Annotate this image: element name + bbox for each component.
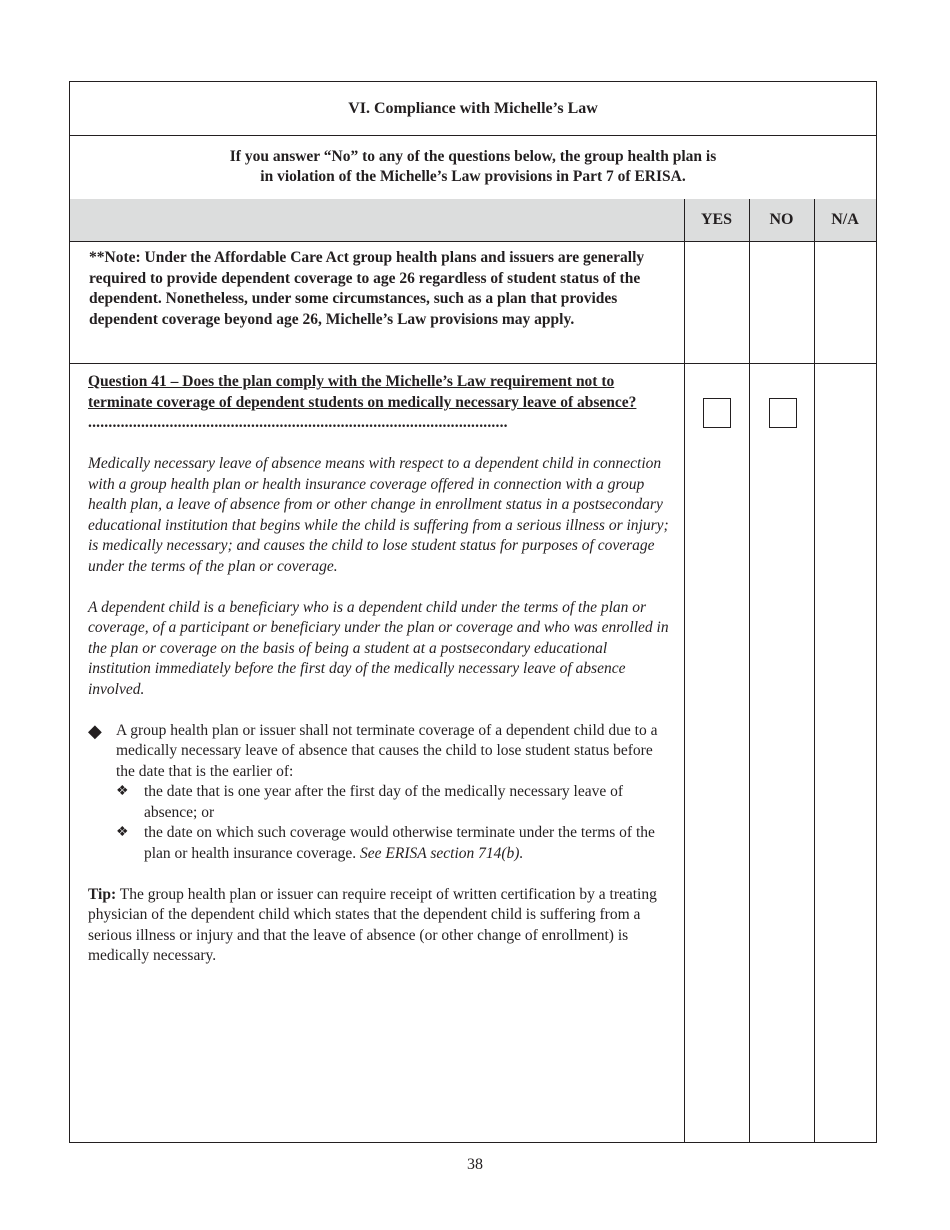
question-41-title: Question 41 – Does the plan comply with the Michelle’s Law requirement not to terminate coverage of dependent students on medically necessary leave of absence? — [88, 373, 637, 411]
question-41-heading — [88, 372, 673, 434]
page-number: 38 — [467, 1156, 483, 1173]
sub-bullet-text: the date that is one year after the first day of the medically necessary leave of absence; or — [144, 783, 623, 821]
tip-label: Tip: — [88, 885, 117, 903]
definition-leave-of-absence: Medically necessary leave of absence means with respect to a dependent child in connection with a group health plan or health insurance coverage offered in connection with a group health plan, a leave of absence from or other change in enrollment status in a postsecondary educational institution that begins while the child is suffering from a serious illness or injury; is medically necessary; and causes the child to lose student status for purposes of coverage under the terms of the plan or coverage. — [88, 455, 669, 575]
leader-dots: ....................................................................................................... — [88, 414, 508, 431]
erisa-reference: See ERISA section 714(b). — [360, 844, 524, 862]
note-text: **Note: Under the Affordable Care Act group health plans and issuers are generally required to provide dependent coverage to age 26 regardless of student status of the dependent. Nonetheless, under some circumstances, such as a plan that provides dependent coverage beyond age 26, Michelle’s Law provisions may apply. — [89, 249, 645, 328]
tip-paragraph — [88, 885, 673, 967]
tip-text: The group health plan or issuer can require receipt of written certification by a treating physician of the dependent child which states that the dependent child is suffering from a serious illness or injury and that the leave of absence (or other change of enrollment) is medically necessary. — [88, 885, 657, 964]
definition-dependent-child: A dependent child is a beneficiary who is a dependent child under the terms of the plan or coverage, of a participant or beneficiary under the plan or coverage and who was enrolled in the plan or coverage on the basis of being a student at a postsecondary educational institution immediately before the first day of the medically necessary leave of absence involved. — [88, 598, 669, 698]
bullet-item — [88, 721, 673, 783]
column-divider-no — [749, 199, 750, 1142]
warning-line-2: in violation of the Michelle’s Law provisions in Part 7 of ERISA. — [260, 168, 686, 185]
bullet-text: A group health plan or issuer shall not terminate coverage of a dependent child due to a medically necessary leave of absence that causes the child to lose student status before the date that is the earlier of: — [116, 721, 658, 780]
sub-bullet-item — [116, 823, 673, 864]
question-41-block — [88, 372, 673, 967]
sub-bullet-item — [116, 782, 673, 823]
column-header-yes: YES — [700, 211, 733, 228]
warning-line-1: If you answer “No” to any of the questions below, the group health plan is — [229, 148, 717, 165]
note-row — [70, 241, 876, 364]
sub-bullet-text: the date on which such coverage would otherwise terminate under the terms of the plan or health insurance coverage. — [144, 824, 655, 862]
column-header-na: N/A — [831, 211, 859, 228]
ornament-bullet-icon: ❖ — [116, 825, 129, 840]
question-41-no-checkbox[interactable] — [769, 398, 797, 428]
ornament-bullet-icon: ❖ — [116, 784, 129, 799]
question-41-yes-checkbox[interactable] — [703, 398, 731, 428]
column-divider-yes — [684, 199, 685, 1142]
column-divider-na — [814, 199, 815, 1142]
diamond-bullet-icon: ◆ — [88, 720, 102, 741]
warning-banner — [70, 135, 876, 200]
table-header-row — [70, 199, 876, 242]
column-header-no: NO — [769, 211, 794, 228]
section-title: VI. Compliance with Michelle’s Law — [70, 82, 876, 136]
